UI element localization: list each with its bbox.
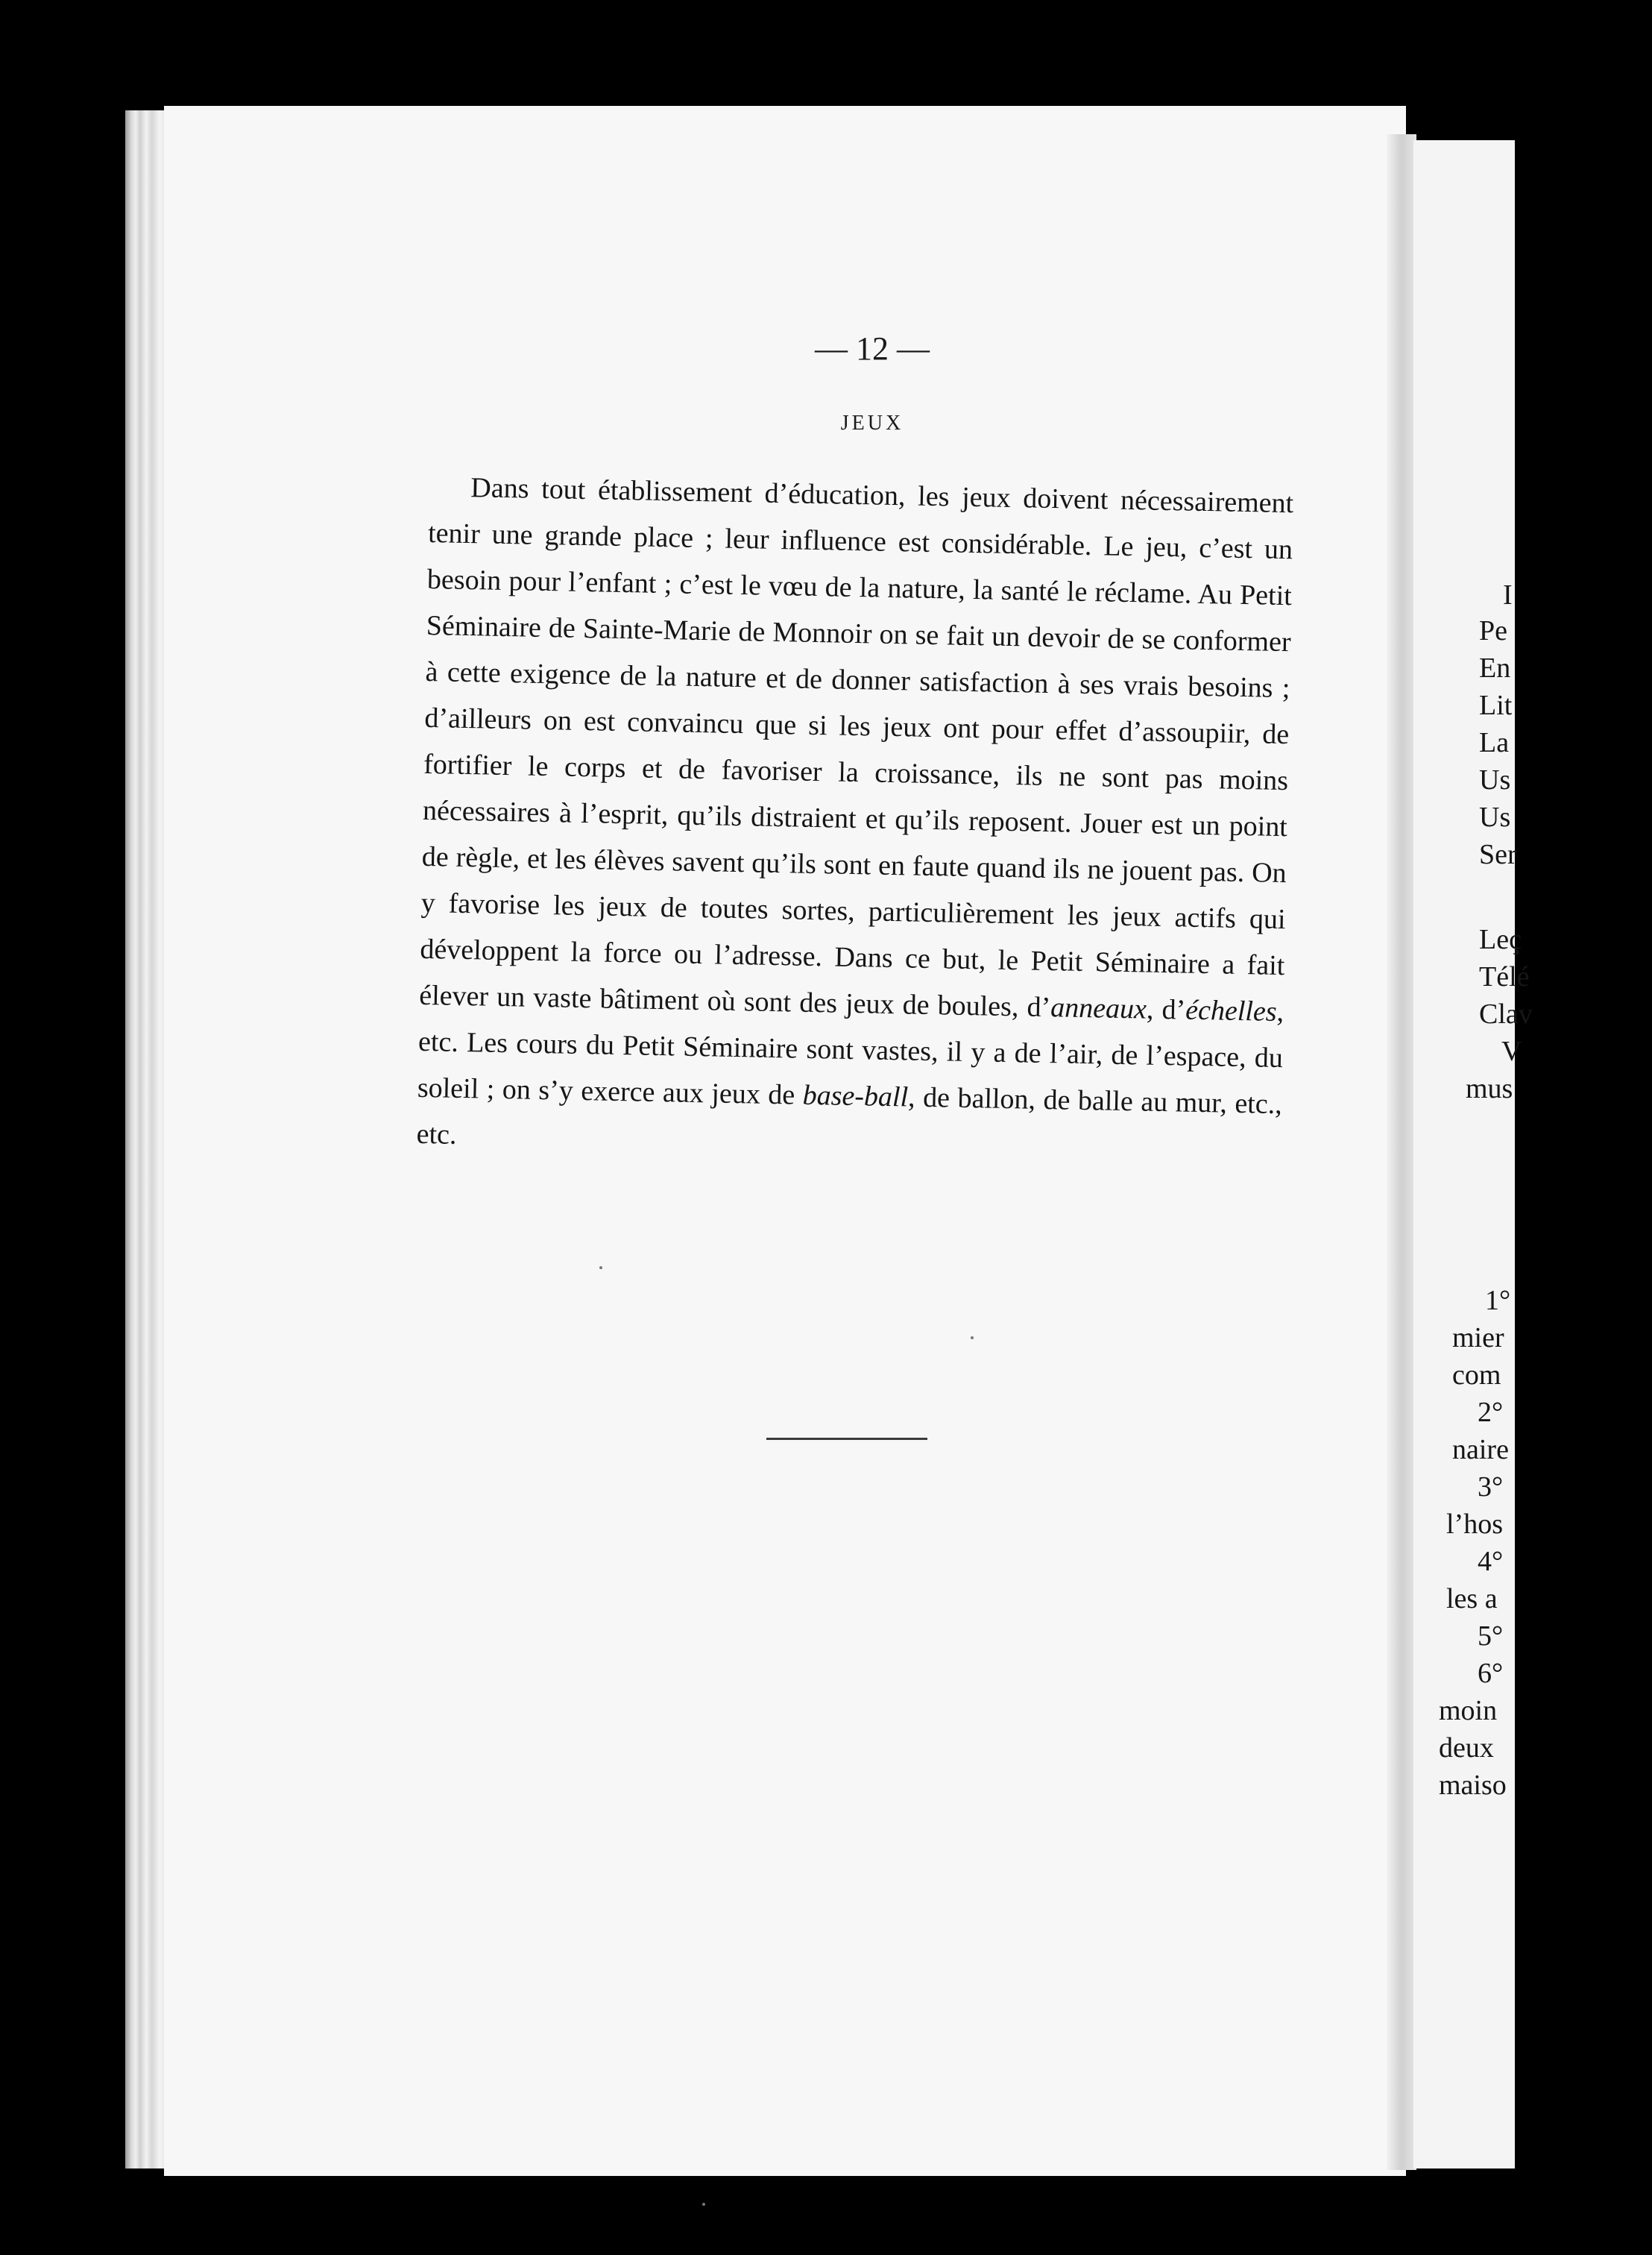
adjacent-page-fragment: En — [1479, 652, 1511, 684]
adjacent-page-fragment: l’hos — [1446, 1509, 1503, 1540]
adjacent-page-fragment: 5° — [1478, 1620, 1504, 1652]
adjacent-page-fragment: 6° — [1478, 1658, 1504, 1689]
adjacent-page-fragment: Leç — [1479, 924, 1522, 955]
adjacent-page-fragment: Clav — [1479, 998, 1533, 1030]
adjacent-page-fragment: naire — [1452, 1434, 1509, 1465]
italic-term: base-ball — [802, 1079, 909, 1113]
paragraph-text: , etc. Les cours du Petit Séminaire sont vastes, il y a de l’air, de l’espace, du soleil ; on s’y exerce aux jeux de — [417, 996, 1284, 1111]
adjacent-page-fragment: com — [1452, 1359, 1501, 1391]
italic-term: échelles — [1185, 994, 1278, 1028]
paper-speck — [702, 2203, 705, 2206]
adjacent-page-fragment: 3° — [1478, 1471, 1504, 1503]
adjacent-page-fragment: Us — [1479, 802, 1511, 833]
adjacent-page-fragment: Télé — [1479, 961, 1530, 993]
adjacent-page-fragment: deux — [1439, 1732, 1494, 1764]
adjacent-page-fragment: mus — [1466, 1073, 1513, 1104]
adjacent-page-fragment: moin — [1439, 1695, 1498, 1726]
book-gutter — [1387, 134, 1416, 2170]
adjacent-page-fragment: Lit — [1479, 690, 1513, 721]
section-title: JEUX — [840, 412, 904, 435]
adjacent-page-fragment: Pe — [1479, 615, 1507, 647]
adjacent-page-fragment: La — [1479, 727, 1510, 758]
italic-term: anneaux — [1050, 992, 1147, 1025]
adjacent-page-fragment: mier — [1452, 1322, 1504, 1353]
body-paragraph — [416, 464, 1294, 1174]
adjacent-page-fragment: 1° — [1485, 1285, 1511, 1316]
adjacent-page-fragment: Ser — [1479, 839, 1517, 870]
end-rule — [766, 1438, 927, 1440]
adjacent-page-fragment: Us — [1479, 764, 1511, 796]
page-number: — 12 — — [815, 330, 930, 367]
adjacent-page — [1413, 140, 1533, 2168]
adjacent-page-fragment: 2° — [1478, 1397, 1504, 1428]
adjacent-page-fragment: maiso — [1439, 1770, 1507, 1801]
paragraph-indent — [429, 496, 470, 497]
paragraph-text: , d’ — [1146, 993, 1186, 1026]
paper-speck — [599, 1266, 602, 1269]
adjacent-page-fragment: I — [1503, 579, 1513, 611]
adjacent-page-fragment: 4° — [1478, 1546, 1504, 1577]
paragraph-text: Dans tout établissement d’éducation, les jeux doivent nécessairement tenir une grande place ; leur influence est considérable. Le jeu, c’est un besoin pour l’enfant ; c’est le vœu de la nature, la santé le réclame. Au Petit Séminaire de Sainte-Marie de Monnoir on se fait un devoir de se conformer à cette exigence de la nature et de donner satisfaction à ses vrais besoins ; d’ailleurs on est convaincu que si les jeux ont pour effet d’assoupiir, de fortifier le corps et de favoriser la croissance, ils ne sont pas moins nécessaires à l’esprit, qu’ils distraient et qu’ils reposent. Jouer est un point de règle, et les élèves savent qu’ils sont en faute quand ils ne jouent pas. On y favorise les jeux de toutes sortes, particulièrement les jeux actifs qui développent la force ou l’adresse. Dans ce but, le Petit Séminaire a fait élever un vaste bâtiment où sont des jeux de boules, d’ — [418, 472, 1294, 1024]
paragraph-text: , de ballon, de balle au mur, etc., etc. — [416, 1081, 1283, 1151]
adjacent-page-fragment: les a — [1446, 1583, 1498, 1614]
paper-speck — [971, 1336, 974, 1339]
adjacent-page-fragment: V — [1501, 1036, 1522, 1067]
